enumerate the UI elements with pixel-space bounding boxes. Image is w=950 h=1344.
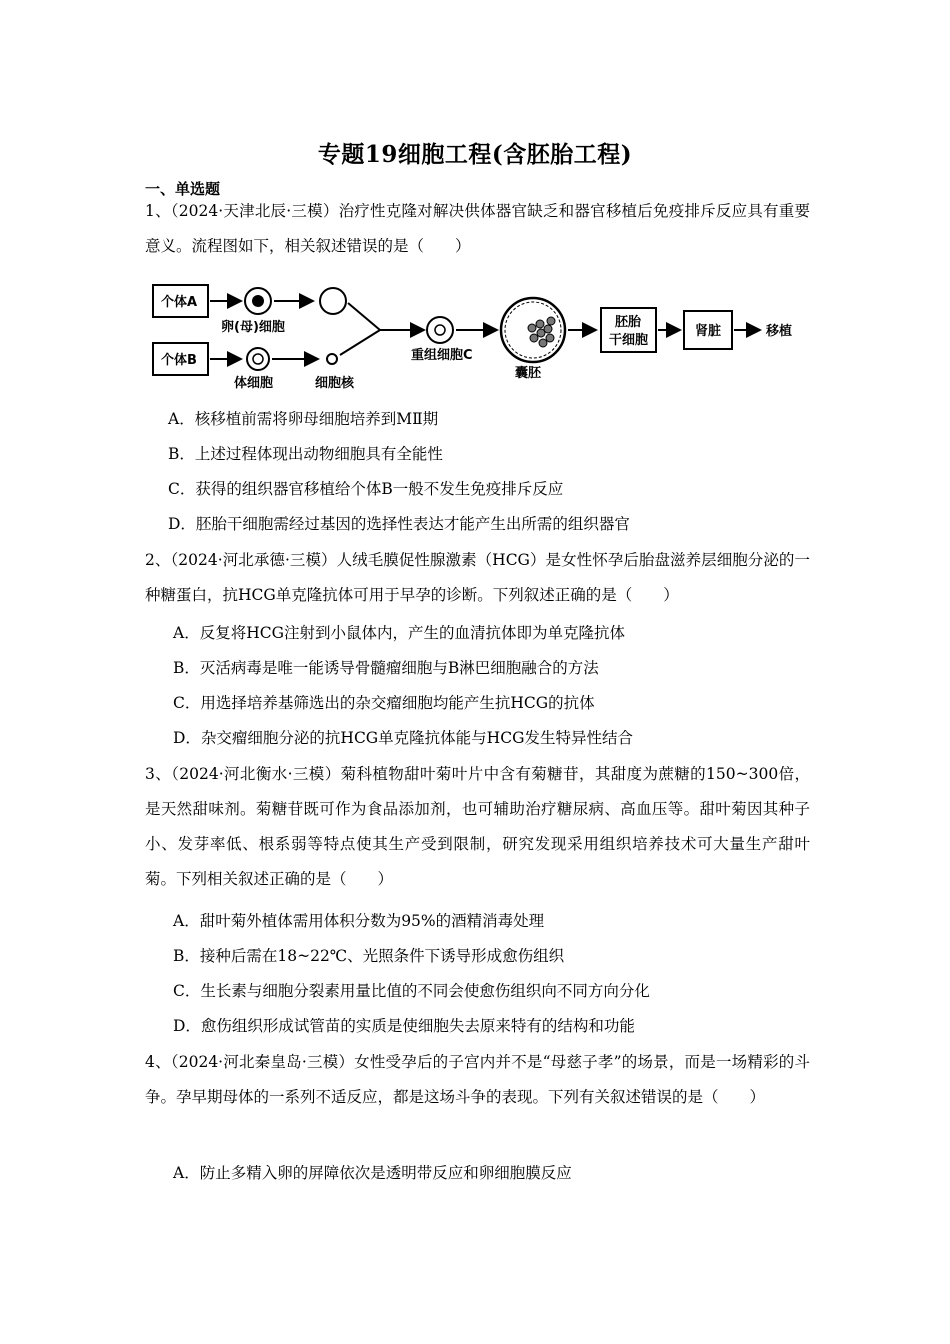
somatic-cell-shape xyxy=(247,348,269,370)
q3-option-b: B．接种后需在18~22℃、光照条件下诱导形成愈伤组织 xyxy=(173,947,565,965)
oocyte-label: 卵(母)细胞 xyxy=(221,320,285,335)
esc-label-2: 干细胞 xyxy=(609,333,649,348)
q2-option-b: B．灭活病毒是唯一能诱导骨髓瘤细胞与B淋巴细胞融合的方法 xyxy=(173,659,599,677)
q2-option-a: A．反复将HCG注射到小鼠体内，产生的血清抗体即为单克隆抗体 xyxy=(173,624,625,642)
nucleus-label: 细胞核 xyxy=(315,376,355,391)
cloning-flow-diagram xyxy=(148,281,808,393)
individual-b-label: 个体B xyxy=(161,353,197,368)
nucleus-shape xyxy=(327,354,337,364)
q3-option-a: A．甜叶菊外植体需用体积分数为95%的酒精消毒处理 xyxy=(173,912,545,930)
question-4-stem: 4、（2024·河北秦皇岛·三模）女性受孕后的子宫内并不是“母慈子孝”的场景，而是一场精彩的斗争。孕早期母体的一系列不适反应，都是这场斗争的表现。下列有关叙述错误的是（ ） xyxy=(145,1053,810,1106)
q3-option-c: C．生长素与细胞分裂素用量比值的不同会使愈伤组织向不同方向分化 xyxy=(173,982,650,1000)
blastocyst-shape xyxy=(501,298,565,362)
recombinant-cell-label: 重组细胞C xyxy=(411,348,473,363)
page-title: 专题19细胞工程(含胚胎工程) xyxy=(317,141,633,168)
question-2-stem: 2、（2024·河北承德·三模）人绒毛膜促性腺激素（HCG）是女性怀孕后胎盘滋养层细胞分泌的一种糖蛋白，抗HCG单克隆抗体可用于早孕的诊断。下列叙述正确的是（ ） xyxy=(145,551,810,604)
esc-label-1: 胚胎 xyxy=(615,315,642,330)
question-1-stem: 1、（2024·天津北辰·三模）治疗性克隆对解决供体器官缺乏和器官移植后免疫排斥反应具有重要意义。流程图如下，相关叙述错误的是（ ） xyxy=(145,202,810,255)
q3-option-d: D．愈伤组织形成试管苗的实质是使细胞失去原来特有的结构和功能 xyxy=(173,1017,635,1035)
somatic-cell-label: 体细胞 xyxy=(234,376,274,391)
blastocyst-label: 囊胚 xyxy=(515,366,542,381)
q2-option-c: C．用选择培养基筛选出的杂交瘤细胞均能产生抗HCG的抗体 xyxy=(173,694,595,712)
section-heading: 一、单选题 xyxy=(145,180,221,198)
q1-option-c: C．获得的组织器官移植给个体B一般不发生免疫排斥反应 xyxy=(168,480,564,498)
q4-option-a: A．防止多精入卵的屏障依次是透明带反应和卵细胞膜反应 xyxy=(173,1164,572,1182)
transplant-label: 移植 xyxy=(766,324,793,339)
enucleated-oocyte-shape xyxy=(320,288,346,314)
kidney-label: 肾脏 xyxy=(695,324,722,339)
q1-option-b: B．上述过程体现出动物细胞具有全能性 xyxy=(168,445,443,463)
question-3-stem: 3、（2024·河北衡水·三模）菊科植物甜叶菊叶片中含有菊糖苷，其甜度为蔗糖的150~300倍，是天然甜味剂。菊糖苷既可作为食品添加剂，也可辅助治疗糖尿病、高血压等。甜叶菊因其种子小、发芽率低、根系弱等特点使其生产受到限制，研究发现采用组织培养技术可大量生产甜叶菊。下列相关叙述正确的是（ ） xyxy=(145,765,810,888)
recombinant-cell-shape xyxy=(427,317,453,343)
q1-option-a: A．核移植前需将卵母细胞培养到MⅡ期 xyxy=(168,410,439,428)
individual-a-label: 个体A xyxy=(161,295,198,310)
q2-option-d: D．杂交瘤细胞分泌的抗HCG单克隆抗体能与HCG发生特异性结合 xyxy=(173,729,633,747)
q1-option-d: D．胚胎干细胞需经过基因的选择性表达才能产生出所需的组织器官 xyxy=(168,515,630,533)
